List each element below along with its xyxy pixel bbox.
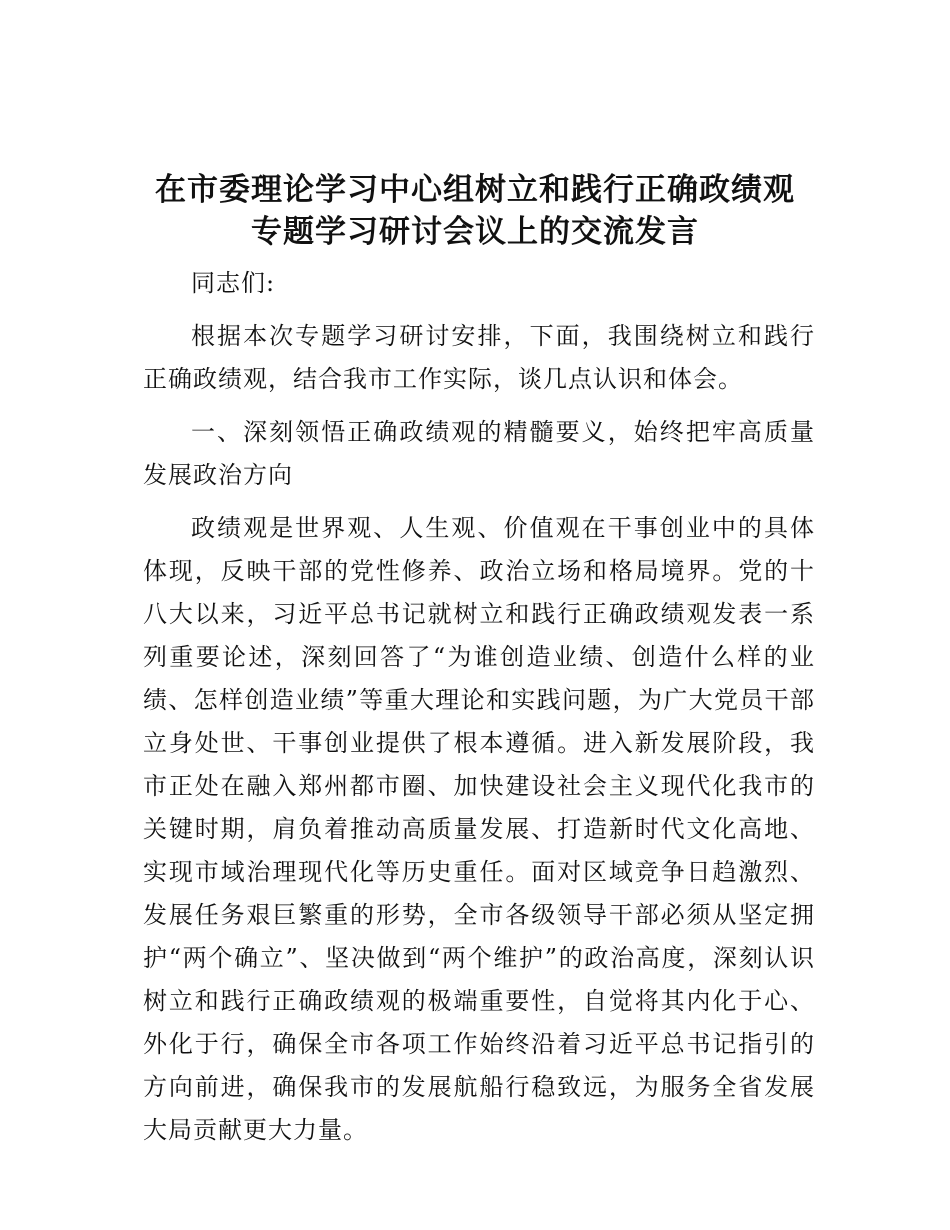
document-title-line-2: 专题学习研讨会议上的交流发言 xyxy=(251,214,699,250)
body-paragraph-1: 政绩观是世界观、人生观、价值观在干事创业中的具体体现，反映干部的党性修养、政治立场和格局境界。党的十八大以来，习近平总书记就树立和践行正确政绩观发表一系列重要论述，深刻回答了“为谁创造业绩、创造什么样的业绩、怎样创造业绩”等重大理论和实践问题，为广大党员干部立身处世、干事创业提供了根本遵循。进入新发展阶段，我市正处在融入郑州都市圈、加快建设社会主义现代化我市的关键时期，肩负着推动高质量发展、打造新时代文化高地、实现市域治理现代化等历史重任。面对区域竞争日趋激烈、发展任务艰巨繁重的形势，全市各级领导干部必须从坚定拥护“两个确立”、坚决做到“两个维护”的政治高度，深刻认识树立和践行正确政绩观的极端重要性，自觉将其内化于心、外化于行，确保全市各项工作始终沿着习近平总书记指引的方向前进，确保我市的发展航船行稳致远，为服务全省发展大局贡献更大力量。 xyxy=(143,514,815,1144)
document-body xyxy=(143,262,815,1152)
document-title-line-1: 在市委理论学习中心组树立和践行正确政绩观 xyxy=(155,172,795,208)
section-heading-1: 一、深刻领悟正确政绩观的精髓要义，始终把牢高质量发展政治方向 xyxy=(143,418,815,489)
intro-paragraph: 根据本次专题学习研讨安排，下面，我围绕树立和践行正确政绩观，结合我市工作实际，谈几点认识和体会。 xyxy=(143,322,815,393)
salutation: 同志们: xyxy=(191,269,276,297)
